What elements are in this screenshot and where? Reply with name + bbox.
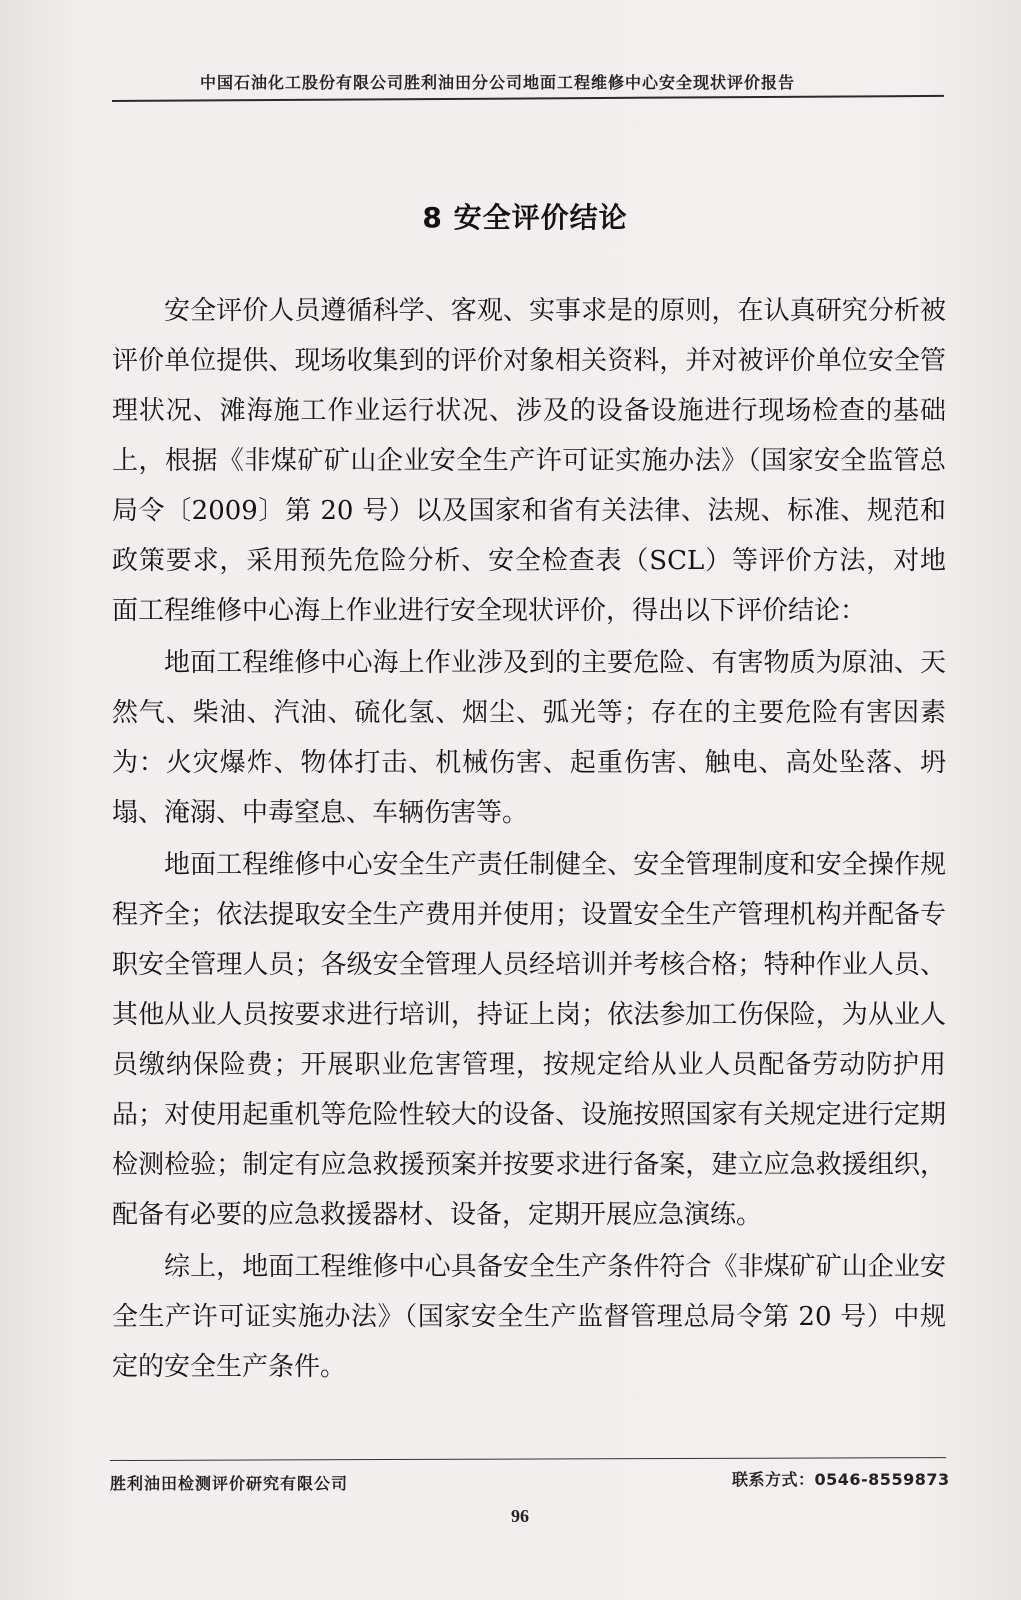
page-number: 96 — [511, 1506, 529, 1526]
header-rule — [112, 95, 944, 102]
footer-rule — [110, 1457, 946, 1461]
footer-contact: 联系方式：0546-8559873 — [732, 1470, 950, 1489]
running-header: 中国石油化工股份有限公司胜利油田分公司地面工程维修中心安全现状评价报告 — [200, 73, 796, 92]
paragraph-1: 安全评价人员遵循科学、客观、实事求是的原则，在认真研究分析被评价单位提供、现场收集到的评价对象相关资料，并对被评价单位安全管理状况、滩海施工作业运行状况、涉及的设备设施进行现场检查的基础上，根据《非煤矿矿山企业安全生产许可证实施办法》（国家安全监管总局令〔2009〕第 20 号）以及国家和省有关法律、法规、标准、规范和政策要求，采用预先危险分析、安全检查表（SCL）等评价方法，对地面工程维修中心海上作业进行安全现状评价，得出以下评价结论： — [112, 296, 946, 626]
section-title: 8 安全评价结论 — [422, 201, 628, 234]
paragraph-4: 综上，地面工程维修中心具备安全生产条件符合《非煤矿矿山企业安全生产许可证实施办法》（国家安全生产监督管理总局令第 20 号）中规定的安全生产条件。 — [112, 1252, 946, 1382]
paragraph-3: 地面工程维修中心安全生产责任制健全、安全管理制度和安全操作规程齐全；依法提取安全生产费用并使用；设置安全生产管理机构并配备专职安全管理人员；各级安全管理人员经培训并考核合格；特种作业人员、其他从业人员按要求进行培训，持证上岗；依法参加工伤保险，为从业人员缴纳保险费；开展职业危害管理，按规定给从业人员配备劳动防护用品；对使用起重机等危险性较大的设备、设施按照国家有关规定进行定期检测检验；制定有应急救援预案并按要求进行备案，建立应急救援组织，配备有必要的应急救援器材、设备，定期开展应急演练。 — [112, 850, 946, 1230]
footer-company: 胜利油田检测评价研究有限公司 — [110, 1474, 349, 1493]
paragraph-2: 地面工程维修中心海上作业涉及到的主要危险、有害物质为原油、天然气、柴油、汽油、硫化氢、烟尘、弧光等；存在的主要危险有害因素为：火灾爆炸、物体打击、机械伤害、起重伤害、触电、高处坠落、坍塌、淹溺、中毒窒息、车辆伤害等。 — [112, 648, 946, 828]
body-text — [112, 286, 946, 1394]
